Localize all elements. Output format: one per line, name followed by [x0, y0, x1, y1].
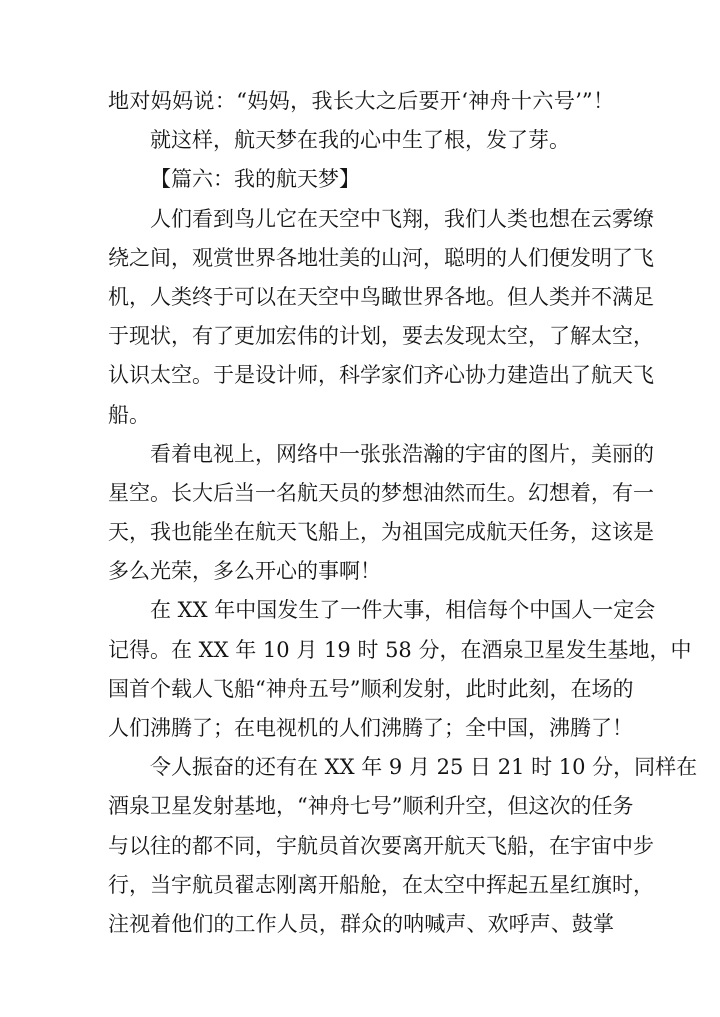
text-line: 地对妈妈说：“妈妈，我长大之后要开‘神舟十六号’”！ [108, 89, 614, 113]
text-line: 看着电视上，网络中一张张浩瀚的宇宙的图片，美丽的 [150, 441, 654, 466]
text-line: 记得。在 XX 年 10 月 19 时 58 分，在酒泉卫星发生基地，中 [108, 637, 692, 662]
text-line: 天，我也能坐在航天飞船上，为祖国完成航天任务，这该是 [108, 520, 654, 545]
text-line: 令人振奋的还有在 XX 年 9 月 25 日 21 时 10 分，同样在 [150, 755, 698, 780]
text-line: 机，人类终于可以在天空中鸟瞰世界各地。但人类并不满足 [108, 284, 654, 309]
text-line: 认识太空。于是设计师，科学家们齐心协力建造出了航天飞 [108, 363, 654, 388]
text-line: 在 XX 年中国发生了一件大事，相信每个中国人一定会 [150, 598, 656, 623]
text-line: 人们沸腾了；在电视机的人们沸腾了；全中国，沸腾了！ [108, 716, 633, 740]
text-line: 多么光荣，多么开心的事啊！ [108, 559, 381, 584]
text-line: 国首个载人飞船“神舟五号”顺利发射，此时此刻，在场的 [108, 676, 634, 701]
section-heading: 【篇六：我的航天梦】 [150, 167, 360, 192]
text-line: 酒泉卫星发射基地，“神舟七号”顺利升空，但这次的任务 [108, 794, 634, 819]
text-line: 星空。长大后当一名航天员的梦想油然而生。幻想着，有一 [108, 480, 654, 505]
text-line: 船。 [108, 402, 150, 427]
text-line: 绕之间，观赏世界各地壮美的山河，聪明的人们便发明了飞 [108, 245, 654, 270]
text-line: 行，当宇航员翟志刚离开船舱，在太空中挥起五星红旗时， [108, 872, 654, 897]
text-line: 与以往的都不同，宇航员首次要离开航天飞船，在宇宙中步 [108, 833, 654, 858]
text-line: 注视着他们的工作人员，群众的呐喊声、欢呼声、鼓掌 [108, 911, 614, 936]
body-text [108, 82, 698, 944]
text-line: 就这样，航天梦在我的心中生了根，发了芽。 [150, 128, 570, 153]
text-line: 人们看到鸟儿它在天空中飞翔，我们人类也想在云雾缭 [150, 206, 654, 231]
text-line: 于现状，有了更加宏伟的计划，要去发现太空，了解太空， [108, 324, 654, 349]
